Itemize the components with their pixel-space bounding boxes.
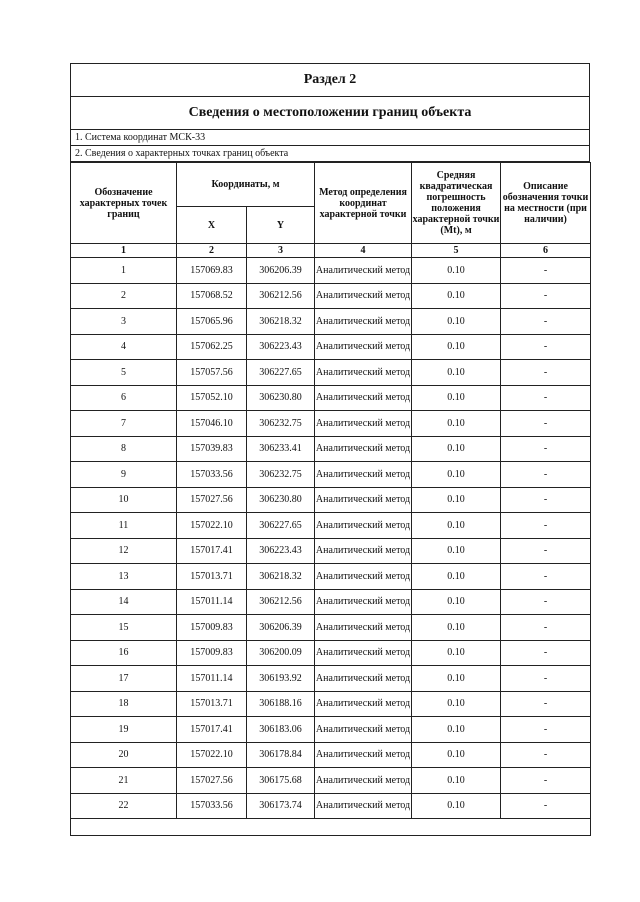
description-value: - bbox=[501, 462, 591, 488]
description-value: - bbox=[501, 436, 591, 462]
coord-y: 306227.65 bbox=[247, 360, 315, 386]
coord-x: 157027.56 bbox=[177, 768, 247, 794]
coord-y: 306212.56 bbox=[247, 283, 315, 309]
coord-y: 306183.06 bbox=[247, 717, 315, 743]
coord-x: 157069.83 bbox=[177, 258, 247, 284]
description-value: - bbox=[501, 309, 591, 335]
coord-x: 157011.14 bbox=[177, 666, 247, 692]
method: Аналитический метод bbox=[315, 360, 412, 386]
coord-y: 306188.16 bbox=[247, 691, 315, 717]
description-value: - bbox=[501, 487, 591, 513]
coord-x: 157033.56 bbox=[177, 793, 247, 819]
section-frame bbox=[70, 63, 590, 162]
point-number: 1 bbox=[71, 258, 177, 284]
table-row bbox=[71, 462, 591, 488]
column-number: 6 bbox=[501, 244, 591, 258]
method: Аналитический метод bbox=[315, 487, 412, 513]
coord-y: 306173.74 bbox=[247, 793, 315, 819]
column-number: 5 bbox=[412, 244, 501, 258]
point-number: 4 bbox=[71, 334, 177, 360]
column-number-row bbox=[71, 244, 591, 258]
coord-x: 157009.83 bbox=[177, 615, 247, 641]
method: Аналитический метод bbox=[315, 589, 412, 615]
column-number: 1 bbox=[71, 244, 177, 258]
method: Аналитический метод bbox=[315, 462, 412, 488]
table-row bbox=[71, 564, 591, 590]
coord-x: 157065.96 bbox=[177, 309, 247, 335]
coord-x: 157027.56 bbox=[177, 487, 247, 513]
table-row bbox=[71, 513, 591, 539]
method: Аналитический метод bbox=[315, 436, 412, 462]
header-coordinates: Координаты, м bbox=[177, 163, 315, 207]
method: Аналитический метод bbox=[315, 768, 412, 794]
accuracy-value: 0.10 bbox=[412, 742, 501, 768]
description-value: - bbox=[501, 411, 591, 437]
accuracy-value: 0.10 bbox=[412, 768, 501, 794]
table-row bbox=[71, 615, 591, 641]
point-number: 5 bbox=[71, 360, 177, 386]
method: Аналитический метод bbox=[315, 309, 412, 335]
method: Аналитический метод bbox=[315, 615, 412, 641]
point-number: 9 bbox=[71, 462, 177, 488]
point-number: 14 bbox=[71, 589, 177, 615]
table-row bbox=[71, 742, 591, 768]
method: Аналитический метод bbox=[315, 640, 412, 666]
point-number: 21 bbox=[71, 768, 177, 794]
header-designation: Обозначение характерных точек границ bbox=[71, 163, 177, 244]
point-number: 19 bbox=[71, 717, 177, 743]
accuracy-value: 0.10 bbox=[412, 640, 501, 666]
coord-x: 157046.10 bbox=[177, 411, 247, 437]
coord-x: 157052.10 bbox=[177, 385, 247, 411]
coord-y: 306233.41 bbox=[247, 436, 315, 462]
accuracy-value: 0.10 bbox=[412, 513, 501, 539]
coord-y: 306232.75 bbox=[247, 411, 315, 437]
point-number: 18 bbox=[71, 691, 177, 717]
description-value: - bbox=[501, 615, 591, 641]
table-row bbox=[71, 691, 591, 717]
method: Аналитический метод bbox=[315, 742, 412, 768]
coord-x: 157022.10 bbox=[177, 742, 247, 768]
point-number: 10 bbox=[71, 487, 177, 513]
description-value: - bbox=[501, 360, 591, 386]
table-row bbox=[71, 589, 591, 615]
header-description: Описание обозначения точки на местности (при наличии) bbox=[501, 163, 591, 244]
point-number: 3 bbox=[71, 309, 177, 335]
accuracy-value: 0.10 bbox=[412, 793, 501, 819]
description-value: - bbox=[501, 768, 591, 794]
table-row bbox=[71, 666, 591, 692]
method: Аналитический метод bbox=[315, 793, 412, 819]
method: Аналитический метод bbox=[315, 666, 412, 692]
coord-x: 157017.41 bbox=[177, 538, 247, 564]
accuracy-value: 0.10 bbox=[412, 436, 501, 462]
coord-y: 306232.75 bbox=[247, 462, 315, 488]
point-number: 15 bbox=[71, 615, 177, 641]
accuracy-value: 0.10 bbox=[412, 691, 501, 717]
point-number: 7 bbox=[71, 411, 177, 437]
coord-x: 157039.83 bbox=[177, 436, 247, 462]
point-number: 2 bbox=[71, 283, 177, 309]
accuracy-value: 0.10 bbox=[412, 283, 501, 309]
point-number: 13 bbox=[71, 564, 177, 590]
table-row bbox=[71, 411, 591, 437]
coord-y: 306223.43 bbox=[247, 538, 315, 564]
table-row bbox=[71, 487, 591, 513]
method: Аналитический метод bbox=[315, 538, 412, 564]
coord-y: 306206.39 bbox=[247, 258, 315, 284]
coord-y: 306212.56 bbox=[247, 589, 315, 615]
document-sheet bbox=[70, 63, 590, 836]
coordinate-system-line: 1. Система координат МСК-33 bbox=[71, 130, 590, 146]
description-value: - bbox=[501, 283, 591, 309]
method: Аналитический метод bbox=[315, 334, 412, 360]
description-value: - bbox=[501, 258, 591, 284]
method: Аналитический метод bbox=[315, 717, 412, 743]
header-method: Метод определения координат характерной точки bbox=[315, 163, 412, 244]
section-title: Раздел 2 bbox=[71, 64, 590, 97]
coord-x: 157011.14 bbox=[177, 589, 247, 615]
coord-y: 306218.32 bbox=[247, 309, 315, 335]
description-value: - bbox=[501, 564, 591, 590]
coord-x: 157009.83 bbox=[177, 640, 247, 666]
accuracy-value: 0.10 bbox=[412, 462, 501, 488]
coord-y: 306223.43 bbox=[247, 334, 315, 360]
point-number: 11 bbox=[71, 513, 177, 539]
document-heading: Сведения о местоположении границ объекта bbox=[71, 97, 590, 130]
table-row bbox=[71, 538, 591, 564]
points-caption: 2. Сведения о характерных точках границ объекта bbox=[71, 146, 590, 162]
point-number: 6 bbox=[71, 385, 177, 411]
accuracy-value: 0.10 bbox=[412, 487, 501, 513]
accuracy-value: 0.10 bbox=[412, 666, 501, 692]
table-row bbox=[71, 768, 591, 794]
table-row bbox=[71, 640, 591, 666]
description-value: - bbox=[501, 793, 591, 819]
table-row bbox=[71, 283, 591, 309]
header-accuracy: Средняя квадратическая погрешность положения характерной точки (Mt), м bbox=[412, 163, 501, 244]
accuracy-value: 0.10 bbox=[412, 258, 501, 284]
description-value: - bbox=[501, 640, 591, 666]
point-number: 17 bbox=[71, 666, 177, 692]
accuracy-value: 0.10 bbox=[412, 564, 501, 590]
table-row bbox=[71, 309, 591, 335]
coord-x: 157017.41 bbox=[177, 717, 247, 743]
accuracy-value: 0.10 bbox=[412, 717, 501, 743]
method: Аналитический метод bbox=[315, 691, 412, 717]
description-value: - bbox=[501, 742, 591, 768]
table-row bbox=[71, 258, 591, 284]
coord-x: 157013.71 bbox=[177, 564, 247, 590]
column-number: 2 bbox=[177, 244, 247, 258]
accuracy-value: 0.10 bbox=[412, 385, 501, 411]
coord-x: 157033.56 bbox=[177, 462, 247, 488]
description-value: - bbox=[501, 513, 591, 539]
accuracy-value: 0.10 bbox=[412, 309, 501, 335]
point-number: 20 bbox=[71, 742, 177, 768]
column-number: 4 bbox=[315, 244, 412, 258]
coord-y: 306206.39 bbox=[247, 615, 315, 641]
table-row bbox=[71, 334, 591, 360]
method: Аналитический метод bbox=[315, 258, 412, 284]
accuracy-value: 0.10 bbox=[412, 334, 501, 360]
table-row bbox=[71, 360, 591, 386]
point-number: 22 bbox=[71, 793, 177, 819]
point-number: 12 bbox=[71, 538, 177, 564]
column-number: 3 bbox=[247, 244, 315, 258]
coord-x: 157022.10 bbox=[177, 513, 247, 539]
coord-y: 306200.09 bbox=[247, 640, 315, 666]
accuracy-value: 0.10 bbox=[412, 360, 501, 386]
table-row bbox=[71, 385, 591, 411]
coord-x: 157068.52 bbox=[177, 283, 247, 309]
point-number: 16 bbox=[71, 640, 177, 666]
method: Аналитический метод bbox=[315, 385, 412, 411]
table-body bbox=[71, 258, 591, 819]
header-x: X bbox=[177, 207, 247, 244]
coord-y: 306230.80 bbox=[247, 487, 315, 513]
boundary-points-table bbox=[70, 162, 591, 836]
accuracy-value: 0.10 bbox=[412, 411, 501, 437]
description-value: - bbox=[501, 538, 591, 564]
coord-x: 157057.56 bbox=[177, 360, 247, 386]
coord-x: 157013.71 bbox=[177, 691, 247, 717]
description-value: - bbox=[501, 385, 591, 411]
accuracy-value: 0.10 bbox=[412, 615, 501, 641]
point-number: 8 bbox=[71, 436, 177, 462]
table-row bbox=[71, 436, 591, 462]
description-value: - bbox=[501, 717, 591, 743]
coord-x: 157062.25 bbox=[177, 334, 247, 360]
method: Аналитический метод bbox=[315, 283, 412, 309]
table-row bbox=[71, 717, 591, 743]
accuracy-value: 0.10 bbox=[412, 538, 501, 564]
method: Аналитический метод bbox=[315, 513, 412, 539]
coord-y: 306218.32 bbox=[247, 564, 315, 590]
table-empty-tail bbox=[71, 819, 591, 836]
coord-y: 306178.84 bbox=[247, 742, 315, 768]
coord-y: 306230.80 bbox=[247, 385, 315, 411]
table-row bbox=[71, 793, 591, 819]
method: Аналитический метод bbox=[315, 564, 412, 590]
coord-y: 306227.65 bbox=[247, 513, 315, 539]
accuracy-value: 0.10 bbox=[412, 589, 501, 615]
header-y: Y bbox=[247, 207, 315, 244]
description-value: - bbox=[501, 666, 591, 692]
coord-y: 306175.68 bbox=[247, 768, 315, 794]
description-value: - bbox=[501, 691, 591, 717]
coord-y: 306193.92 bbox=[247, 666, 315, 692]
description-value: - bbox=[501, 334, 591, 360]
description-value: - bbox=[501, 589, 591, 615]
method: Аналитический метод bbox=[315, 411, 412, 437]
